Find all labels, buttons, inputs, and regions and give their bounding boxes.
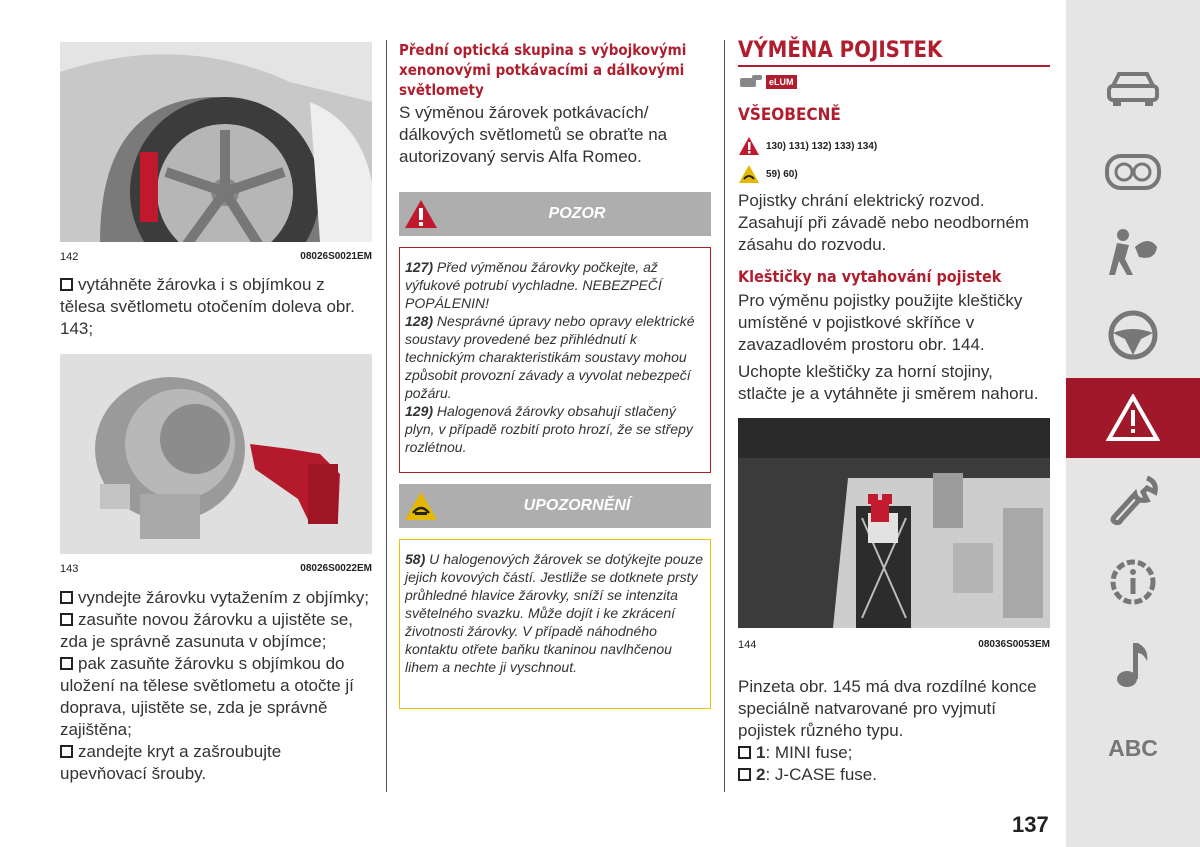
warning-triangle-icon [1106, 394, 1160, 442]
body-paragraph: Pojistky chrání elektrický rozvod. Zasahují při závadě nebo neodborném zásahu do rozvodu. [738, 191, 1030, 254]
column-divider [386, 40, 387, 792]
chapter-sidebar [1066, 0, 1200, 847]
figure-142-wheel [60, 42, 372, 242]
pozor-header [399, 192, 711, 236]
figure-code: 08026S0021EM [300, 251, 372, 262]
upozorneni-box [399, 539, 711, 709]
pozor-title: POZOR [548, 205, 606, 222]
sidebar-item-maintenance[interactable] [1066, 460, 1200, 540]
danger-triangle-icon [738, 136, 760, 156]
checkbox-icon [60, 591, 73, 604]
section-heading: Přední optická skupina s výbojkovými xenonovými potkávacími a dálkovými světlomety [399, 41, 687, 99]
sidebar-item-dashboard[interactable] [1066, 132, 1200, 212]
sidebar-item-driving[interactable] [1066, 295, 1200, 375]
danger-triangle-icon [399, 192, 443, 236]
page-section-title: VÝMĚNA POJISTEK [738, 38, 943, 63]
fuse-type-list [738, 742, 1043, 786]
body-paragraph: Pro výměnu pojistky použijte kleštičky umístěné v pojistkové skříňce v zavazadlovém prostoru obr. 144. [738, 291, 1023, 354]
caution-triangle-icon [399, 484, 443, 528]
sidebar-item-index[interactable]: ABC [1108, 734, 1158, 761]
dashboard-icon [1105, 152, 1161, 192]
figure-caption [738, 639, 1050, 651]
checkbox-icon [60, 745, 73, 758]
info-gear-icon [1107, 556, 1159, 608]
caution-triangle-icon [738, 164, 760, 184]
checkbox-icon [60, 657, 73, 670]
body-paragraph: Pinzeta obr. 145 má dva rozdílné konce speciálně natvarované pro vyjmutí pojistek různého typu. [738, 677, 1037, 740]
caution-refs: 59) 60) [766, 168, 798, 180]
steering-wheel-icon [1107, 309, 1159, 361]
warning-item: 127) Před výměnou žárovky počkejte, až výfukové potrubí vychladne. NEBEZPEČÍ POPÁLENIN! [405, 259, 662, 311]
body-paragraph: S výměnou žárovek potkávacích/ dálkových světlometů se obraťte na autorizovaný servis Alfa Romeo. [399, 103, 668, 166]
figure-144-fusebox [738, 418, 1050, 628]
warning-item: 129) Halogenová žárovky obsahují stlačený plyn, v případě rozbití proto hrozí, že se střepy rozlétnou. [405, 403, 693, 455]
warning-item: 128) Nesprávné úpravy nebo opravy elektrické soustavy provedené bez přihlédnutí k technickým charakteristikám soustavy mohou způsobit provozní závady a vyvolat nebezpečí požáru. [405, 313, 695, 401]
sidebar-item-technical-data[interactable] [1066, 542, 1200, 622]
warning-references [738, 136, 877, 156]
subheading: VŠEOBECNĚ [738, 105, 841, 125]
pozor-box [399, 247, 711, 473]
list-item: zasuňte novou žárovku a ujistěte se, zda je správně zasunuta v objímce; [60, 610, 353, 651]
steps-list [60, 587, 370, 785]
figure-code: 08036S0053EM [978, 639, 1050, 650]
vehicle-variant-badge [740, 75, 797, 89]
list-item: 1: MINI fuse; [738, 742, 1043, 764]
checkbox-icon [60, 278, 73, 291]
sidebar-item-car[interactable] [1066, 48, 1200, 128]
sidebar-item-multimedia[interactable] [1066, 625, 1200, 705]
figure-caption [60, 251, 372, 263]
list-item: zandejte kryt a zašroubujte upevňovací šrouby. [60, 742, 282, 783]
step-text: vytáhněte žárovka i s objímkou z tělesa světlometu otočením doleva obr. 143; [60, 275, 355, 338]
airbag-icon [1105, 227, 1161, 277]
checkbox-icon [738, 746, 751, 759]
warning-refs: 130) 131) 132) 133) 134) [766, 140, 878, 152]
page-number: 137 [1012, 812, 1049, 837]
upozorneni-header [399, 484, 711, 528]
checkbox-icon [60, 613, 73, 626]
figure-caption [60, 563, 372, 575]
sidebar-item-emergency[interactable] [1066, 378, 1200, 458]
caution-item: 58) U halogenových žárovek se dotýkejte pouze jejich kovových částí. Jestliže se dotknete prsty průhledné hlavice žárovky, sníží se intenzita světelného svazku. Může dojít i ke zkrácení životnosti žárovky. V případě náhodného kontaktu otřete baňku tkaninou navlhčenou lihem a nechte ji vyschnout. [405, 551, 704, 675]
sidebar-item-safety[interactable] [1066, 212, 1200, 292]
figure-code: 08026S0022EM [300, 563, 372, 574]
figure-143-headlamp [60, 354, 372, 554]
hand-pointer-icon [740, 75, 762, 89]
subheading: Kleštičky na vytahování pojistek [738, 267, 1002, 286]
title-underline [738, 65, 1050, 67]
music-note-icon [1113, 639, 1153, 691]
figure-number: 144 [738, 639, 757, 651]
list-item: 2: J-CASE fuse. [738, 764, 1043, 786]
upozorneni-title: UPOZORNĚNÍ [523, 497, 631, 514]
list-item: pak zasuňte žárovku s objímkou do uložení na tělese světlometu a otočte jí doprava, ujistěte se, zda je správně zajištěna; [60, 654, 354, 739]
car-icon [1105, 68, 1161, 108]
body-paragraph: Uchopte kleštičky za horní stojiny, stlačte je a vytáhněte ji směrem nahoru. [738, 362, 1039, 403]
elum-badge: eLUM [766, 75, 797, 89]
caution-references [738, 164, 798, 184]
figure-number: 142 [60, 251, 79, 263]
wrench-icon [1107, 474, 1159, 526]
checkbox-icon [738, 768, 751, 781]
figure-number: 143 [60, 563, 79, 575]
column-divider [724, 40, 725, 792]
list-item: vyndejte žárovku vytažením z objímky; [60, 587, 370, 609]
